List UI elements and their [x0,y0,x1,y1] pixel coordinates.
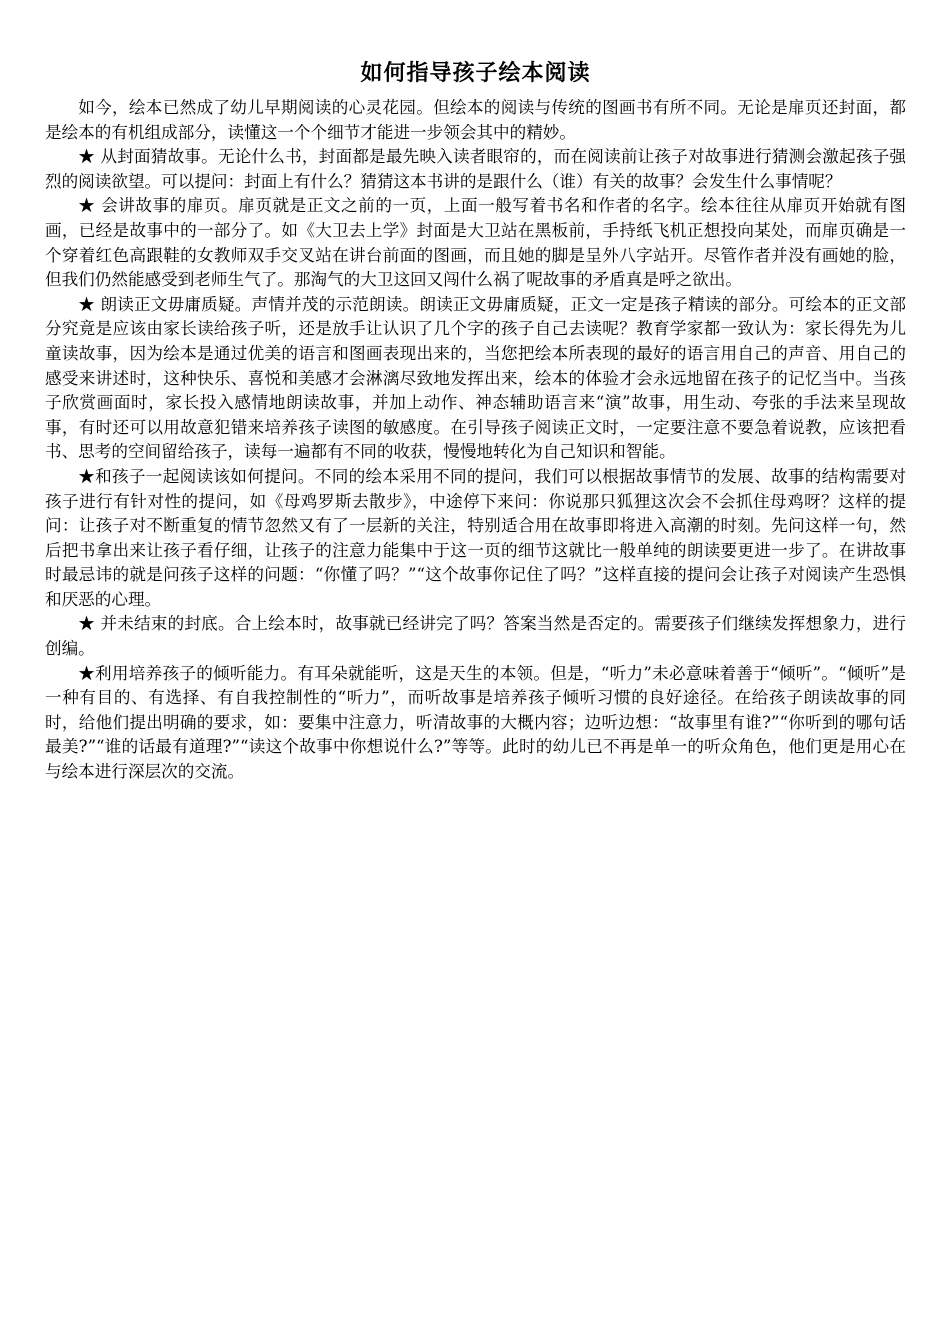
document-page [45,58,906,785]
paragraph-back-cover: ★ 并未结束的封底。合上绘本时，故事就已经讲完了吗？答案当然是否定的。需要孩子们继续发挥想象力，进行创编。 [45,614,906,659]
paragraph-reading-aloud: ★ 朗读正文毋庸质疑。声情并茂的示范朗读。朗读正文毋庸质疑，正文一定是孩子精读的部分。可绘本的正文部分究竟是应该由家长读给孩子听，还是放手让认识了几个字的孩子自己去读呢？教育学家都一致认为：家长得先为儿童读故事，因为绘本是通过优美的语言和图画表现出来的，当您把绘本所表现的最好的语言用自己的声音、用自己的感受来讲述时，这种快乐、喜悦和美感才会淋漓尽致地发挥出来，绘本的体验才会永远地留在孩子的记忆当中。当孩子欣赏画面时，家长投入感情地朗读故事，并加上动作、神态辅助语言来“演”故事，用生动、夸张的手法来呈现故事，有时还可以用故意犯错来培养孩子读图的敏感度。在引导孩子阅读正文时，一定要注意不要急着说教，应该把看书、思考的空间留给孩子，读每一遍都有不同的收获，慢慢地转化为自己知识和智能。 [45,294,906,462]
paragraph-cover-guessing: ★ 从封面猜故事。无论什么书，封面都是最先映入读者眼帘的，而在阅读前让孩子对故事进行猜测会激起孩子强烈的阅读欲望。可以提问：封面上有什么？猜猜这本书讲的是跟什么（谁）有关的故事？会发生什么事情呢？ [45,147,906,191]
paragraph-title-page: ★ 会讲故事的扉页。扉页就是正文之前的一页，上面一般写着书名和作者的名字。绘本往往从扉页开始就有图画，已经是故事中的一部分了。如《大卫去上学》封面是大卫站在黑板前，手持纸飞机正想投向某处，而扉页确是一个穿着红色高跟鞋的女教师双手交叉站在讲台前面的图画，而且她的脚是呈外八字站开。尽管作者并没有画她的脸，但我们仍然能感受到老师生气了。那淘气的大卫这回又闯什么祸了呢故事的矛盾真是呼之欲出。 [45,196,906,290]
intro-paragraph: 如今，绘本已然成了幼儿早期阅读的心灵花园。但绘本的阅读与传统的图画书有所不同。无论是扉页还封面，都是绘本的有机组成部分，读懂这一个个细节才能进一步领会其中的精妙。 [45,98,906,142]
document-title: 如何指导孩子绘本阅读 [360,60,591,86]
paragraph-asking-questions: ★和孩子一起阅读该如何提问。不同的绘本采用不同的提问，我们可以根据故事情节的发展、故事的结构需要对孩子进行有针对性的提问，如《母鸡罗斯去散步》，中途停下来问：你说那只狐狸这次会不会抓住母鸡呀？这样的提问：让孩子对不断重复的情节忽然又有了一层新的关注，特别适合用在故事即将进入高潮的时刻。先问这样一句，然后把书拿出来让孩子看仔细，让孩子的注意力能集中于这一页的细节这就比一般单纯的朗读要更进一步了。在讲故事时最忌讳的就是问孩子这样的问题：“你懂了吗？”“这个故事你记住了吗？”这样直接的提问会让孩子对阅读产生恐惧和厌恶的心理。 [45,466,906,609]
paragraph-listening-ability: ★利用培养孩子的倾听能力。有耳朵就能听，这是天生的本领。但是，“听力”未必意味着善于“倾听”。“倾听”是一种有目的、有选择、有自我控制性的“听力”，而听故事是培养孩子倾听习惯的良好途径。在给孩子朗读故事的同时，给他们提出明确的要求，如：要集中注意力，听清故事的大概内容；边听边想：“故事里有谁?”“你听到的哪句话最美?”“谁的话最有道理?”“读这个故事中你想说什么?”等等。此时的幼儿已不再是单一的听众角色，他们更是用心在与绘本进行深层次的交流。 [45,663,906,782]
